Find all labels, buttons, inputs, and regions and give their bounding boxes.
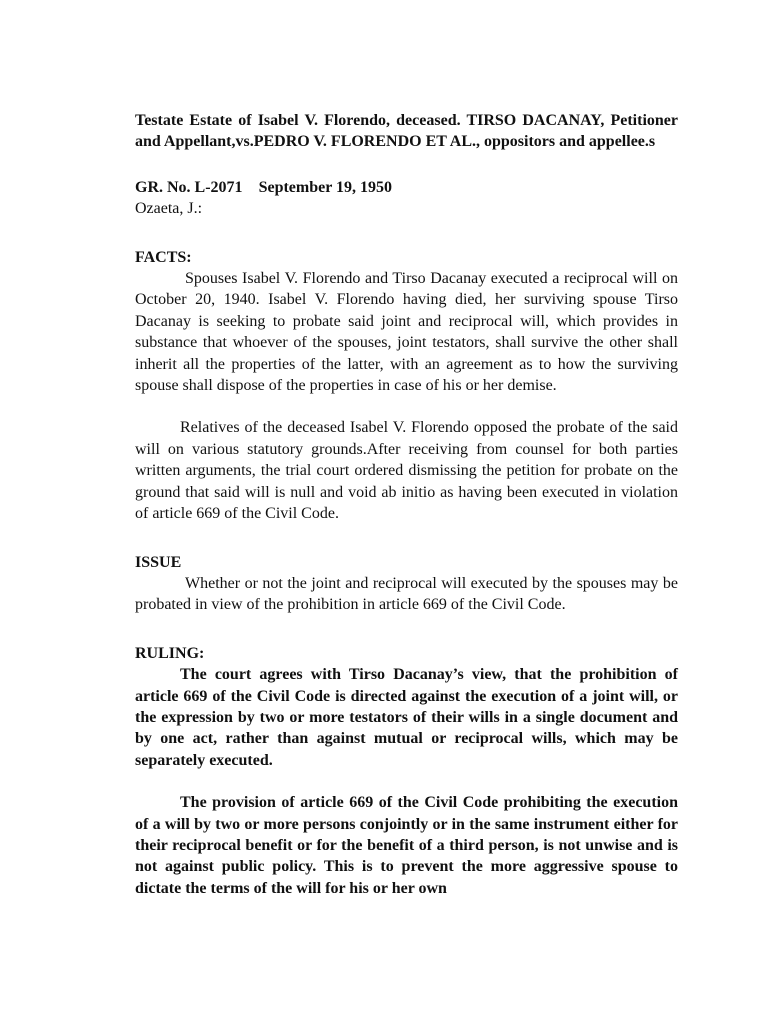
case-number: GR. No. L-2071	[135, 178, 243, 196]
ruling-paragraph-2: The provision of article 669 of the Civil Code prohibiting the execution of a will by two or more persons conjointly or in the same instrument either for their reciprocal benefit or for the benefit of a third person, is not unwise and is not against public policy. This is to prevent the more aggressive spouse to dictate the terms of the will for his or her own	[135, 794, 678, 897]
case-title: Testate Estate of Isabel V. Florendo, deceased. TIRSO DACANAY, Petitioner and Appellant,vs.PEDRO V. FLORENDO ET AL., oppositors and appellee.s	[135, 112, 678, 151]
facts-heading: FACTS:	[135, 248, 192, 266]
ruling-paragraph-1: The court agrees with Tirso Dacanay’s view, that the prohibition of article 669 of the Civil Code is directed against the execution of a joint will, or the expression by two or more testators of their wills in a single document and by one act, rather than against mutual or reciprocal wills, which may be separately executed.	[135, 666, 678, 769]
case-date: September 19, 1950	[258, 178, 393, 196]
facts-paragraph-2: Relatives of the deceased Isabel V. Florendo opposed the probate of the said will on various statutory grounds.After receiving from counsel for both parties written arguments, the trial court ordered dismissing the petition for probate on the ground that said will is null and void ab initio as having been executed in violation of article 669 of the Civil Code.	[135, 419, 678, 523]
facts-paragraph-1: Spouses Isabel V. Florendo and Tirso Dacanay executed a reciprocal will on October 20, 1940. Isabel V. Florendo having died, her surviving spouse Tirso Dacanay is seeking to probate said joint and reciprocal will, which provides in substance that whoever of the spouses, joint testators, shall survive the other shall inherit all the properties of the latter, with an agreement as to how the surviving spouse shall dispose of the properties in case of his or her demise.	[135, 270, 678, 395]
issue-paragraph: Whether or not the joint and reciprocal will executed by the spouses may be probated in view of the prohibition in article 669 of the Civil Code.	[135, 574, 678, 614]
document-page	[135, 110, 678, 899]
issue-heading: ISSUE	[135, 553, 182, 571]
ponente: Ozaeta, J.:	[135, 200, 203, 218]
case-citation	[135, 177, 678, 198]
ruling-heading: RULING:	[135, 644, 205, 662]
